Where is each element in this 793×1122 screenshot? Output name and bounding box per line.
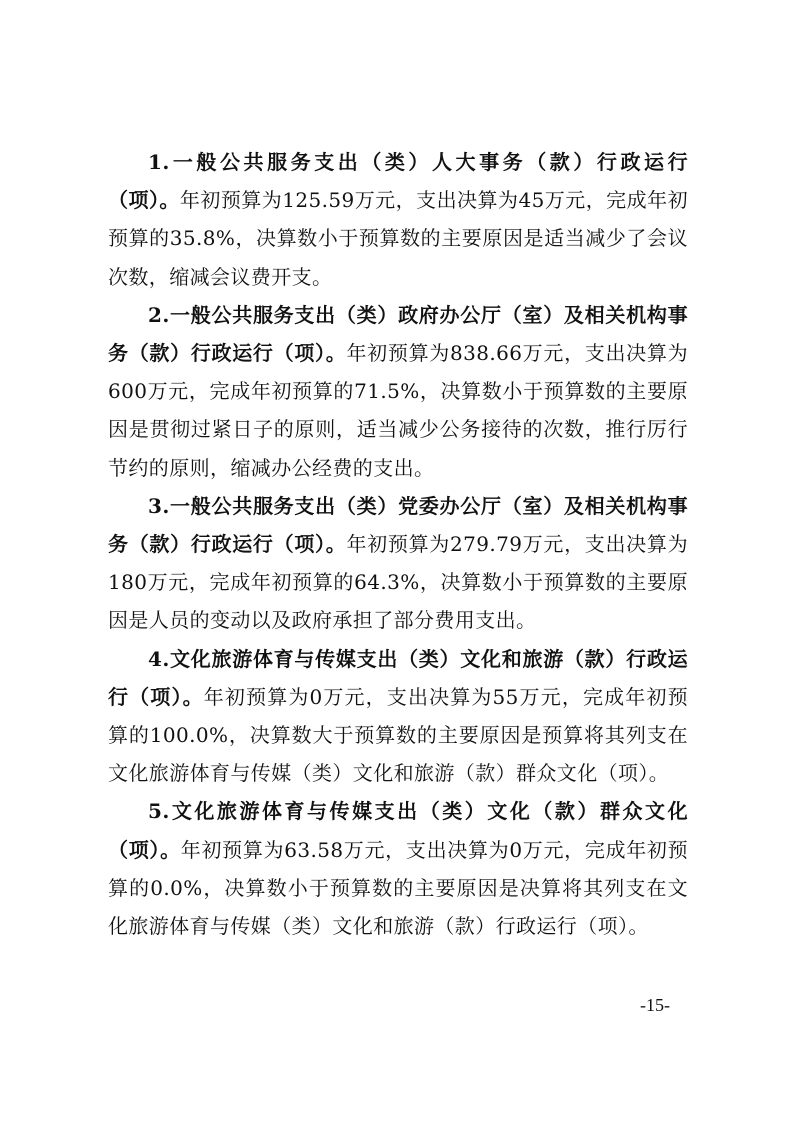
paragraph-item-5 <box>108 792 688 945</box>
paragraph-item-4 <box>108 640 688 793</box>
item-4-text: 年初预算为0万元，支出决算为55万元，完成年初预算的100.0%，决算数大于预算数的主要原因是预算将其列支在文化旅游体育与传媒（类）文化和旅游（款）群众文化（项）。 <box>108 684 688 786</box>
item-3-heading: 3.一般公共服务支出（类）党委办公厅（室）及相关机构事务（款）行政运行（项）。 <box>108 493 688 557</box>
paragraph-item-1 <box>108 143 688 296</box>
item-5-text: 年初预算为63.58万元，支出决算为0万元，完成年初预算的0.0%，决算数小于预算数的主要原因是决算将其列支在文化旅游体育与传媒（类）文化和旅游（款）行政运行（项）。 <box>108 837 688 939</box>
page-number: -15- <box>640 995 670 1015</box>
item-1-text: 年初预算为125.59万元，支出决算为45万元，完成年初预算的35.8%，决算数小于预算数的主要原因是适当减少了会议次数，缩减会议费开支。 <box>108 188 688 289</box>
item-2-heading: 2.一般公共服务支出（类）政府办公厅（室）及相关机构事务（款）行政运行（项）。 <box>108 302 688 366</box>
item-1-heading: 1.一般公共服务支出（类）人大事务（款）行政运行（项）。 <box>108 150 688 213</box>
item-3-text: 年初预算为279.79万元，支出决算为180万元，完成年初预算的64.3%，决算数小于预算数的主要原因是人员的变动以及政府承担了部分费用支出。 <box>108 532 688 633</box>
paragraph-item-3 <box>108 487 688 640</box>
item-5-heading: 5.文化旅游体育与传媒支出（类）文化（款）群众文化（项）。 <box>108 799 688 862</box>
item-4-heading: 4.文化旅游体育与传媒支出（类）文化和旅游（款）行政运行（项）。 <box>108 646 688 709</box>
document-body <box>108 143 688 945</box>
item-2-text: 年初预算为838.66万元，支出决算为600万元，完成年初预算的71.5%，决算数小于预算数的主要原因是贯彻过紧日子的原则，适当减少公务接待的次数，推行厉行节约的原则，缩减办公经费的支出。 <box>108 341 688 480</box>
paragraph-item-2 <box>108 296 688 487</box>
